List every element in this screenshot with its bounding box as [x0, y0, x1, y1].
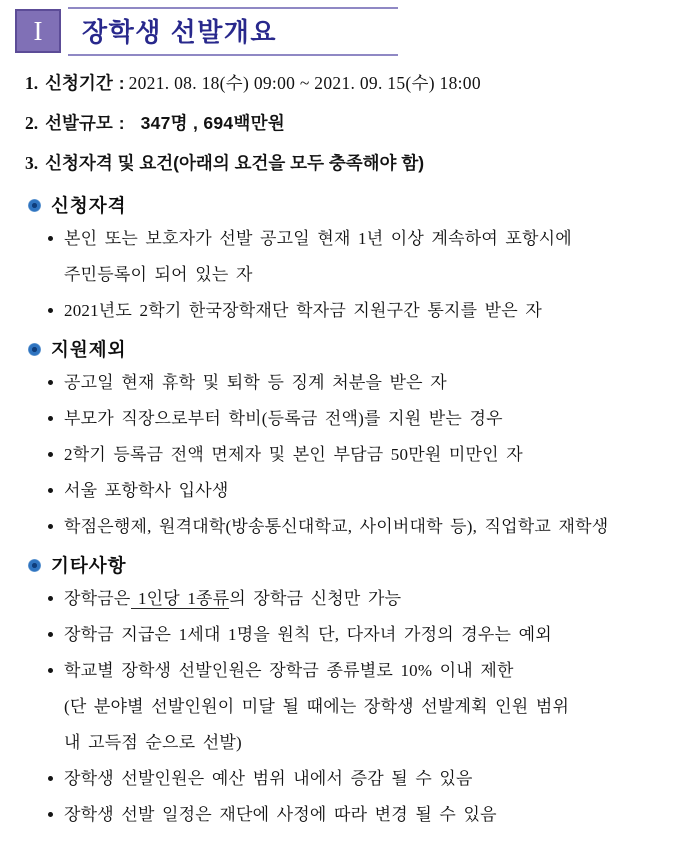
bullet-dot-icon	[48, 776, 53, 781]
bullet-list	[47, 365, 675, 545]
item-text-suffix: 의 장학금 신청만 가능	[229, 589, 402, 608]
bullet-dot-icon	[48, 812, 53, 817]
ring-bullet-icon	[28, 343, 41, 356]
document-header	[15, 8, 675, 54]
item-text: 부모가 직장으로부터 학비(등록금 전액)를 지원 받는 경우	[64, 409, 503, 428]
section-title: 기타사항	[51, 555, 127, 576]
section-title: 지원제외	[51, 339, 127, 360]
bullet-dot-icon	[48, 236, 53, 241]
item-number: 3.	[25, 153, 39, 173]
item-value: 347명 , 694백만원	[140, 113, 286, 133]
item-text-continued: (단 분야별 선발인원이 미달 될 때에는 장학생 선발계획 인원 범위	[64, 697, 570, 716]
item-text	[64, 581, 675, 617]
item-text: 본인 또는 보호자가 선발 공고일 현재 1년 이상 계속하여 포항시에	[64, 229, 572, 248]
bullet-list	[47, 221, 675, 329]
numbered-item-eligibility	[25, 152, 675, 175]
item-text: 공고일 현재 휴학 및 퇴학 등 징계 처분을 받은 자	[64, 373, 447, 392]
item-text-prefix: 장학금은	[64, 589, 131, 608]
item-value: 2021. 08. 18(수) 09:00 ~ 2021. 09. 15(수) 18:00	[128, 73, 481, 93]
item-label: 신청자격 및 요건(아래의 요건을 모두 충족해야 함)	[45, 153, 425, 173]
numbered-item-selection-scale	[25, 112, 675, 135]
item-separator: :	[118, 73, 125, 93]
item-text: 2학기 등록금 전액 면제자 및 본인 부담금 50만원 미만인 자	[64, 445, 523, 464]
page-title: 장학생 선발개요	[82, 16, 278, 47]
list-item	[47, 581, 675, 617]
item-text: 장학생 선발 일정은 재단에 사정에 따라 변경 될 수 있음	[64, 805, 497, 824]
item-number: 2.	[25, 113, 39, 133]
section-eligibility	[15, 192, 675, 329]
bullet-dot-icon	[48, 308, 53, 313]
numbered-item-application-period	[25, 72, 675, 95]
bullet-dot-icon	[48, 668, 53, 673]
title-block	[68, 7, 398, 56]
section-header	[28, 552, 675, 579]
bullet-dot-icon	[48, 416, 53, 421]
item-text: 장학생 선발인원은 예산 범위 내에서 증감 될 수 있음	[64, 769, 473, 788]
section-number: I	[33, 15, 43, 46]
item-text-underlined: 1인당 1종류	[130, 589, 230, 608]
ring-bullet-icon	[28, 559, 41, 572]
bullet-dot-icon	[48, 488, 53, 493]
item-separator: :	[118, 113, 125, 133]
item-text-continued: 내 고득점 순으로 선발)	[64, 733, 242, 752]
bullet-dot-icon	[48, 380, 53, 385]
ring-bullet-icon	[28, 199, 41, 212]
section-header	[28, 192, 675, 219]
item-text: 장학금 지급은 1세대 1명을 원칙 단, 다자녀 가정의 경우는 예외	[64, 625, 552, 644]
list-item	[47, 617, 675, 653]
item-text-continued: 주민등록이 되어 있는 자	[64, 265, 253, 284]
list-item	[47, 365, 675, 401]
list-item	[47, 653, 675, 761]
section-miscellaneous	[15, 552, 675, 833]
list-item	[47, 293, 675, 329]
bullet-dot-icon	[48, 452, 53, 457]
list-item	[47, 401, 675, 437]
list-item	[47, 221, 675, 293]
item-number: 1.	[25, 73, 39, 93]
list-item	[47, 473, 675, 509]
bullet-dot-icon	[48, 596, 53, 601]
item-text: 학점은행제, 원격대학(방송통신대학교, 사이버대학 등), 직업학교 재학생	[64, 517, 609, 536]
item-text: 2021년도 2학기 한국장학재단 학자금 지원구간 통지를 받은 자	[64, 301, 542, 320]
section-title: 신청자격	[51, 195, 127, 216]
list-item	[47, 437, 675, 473]
bullet-dot-icon	[48, 632, 53, 637]
item-text: 서울 포항학사 입사생	[64, 481, 229, 500]
item-label: 신청기간	[45, 73, 113, 93]
list-item	[47, 509, 675, 545]
section-exclusions	[15, 336, 675, 545]
bullet-list	[47, 581, 675, 833]
item-label: 선발규모	[45, 113, 113, 133]
section-number-box	[15, 9, 61, 53]
item-text: 학교별 장학생 선발인원은 장학금 종류별로 10% 이내 제한	[64, 661, 514, 680]
section-header	[28, 336, 675, 363]
bullet-dot-icon	[48, 524, 53, 529]
list-item	[47, 797, 675, 833]
list-item	[47, 761, 675, 797]
numbered-list	[25, 72, 675, 175]
